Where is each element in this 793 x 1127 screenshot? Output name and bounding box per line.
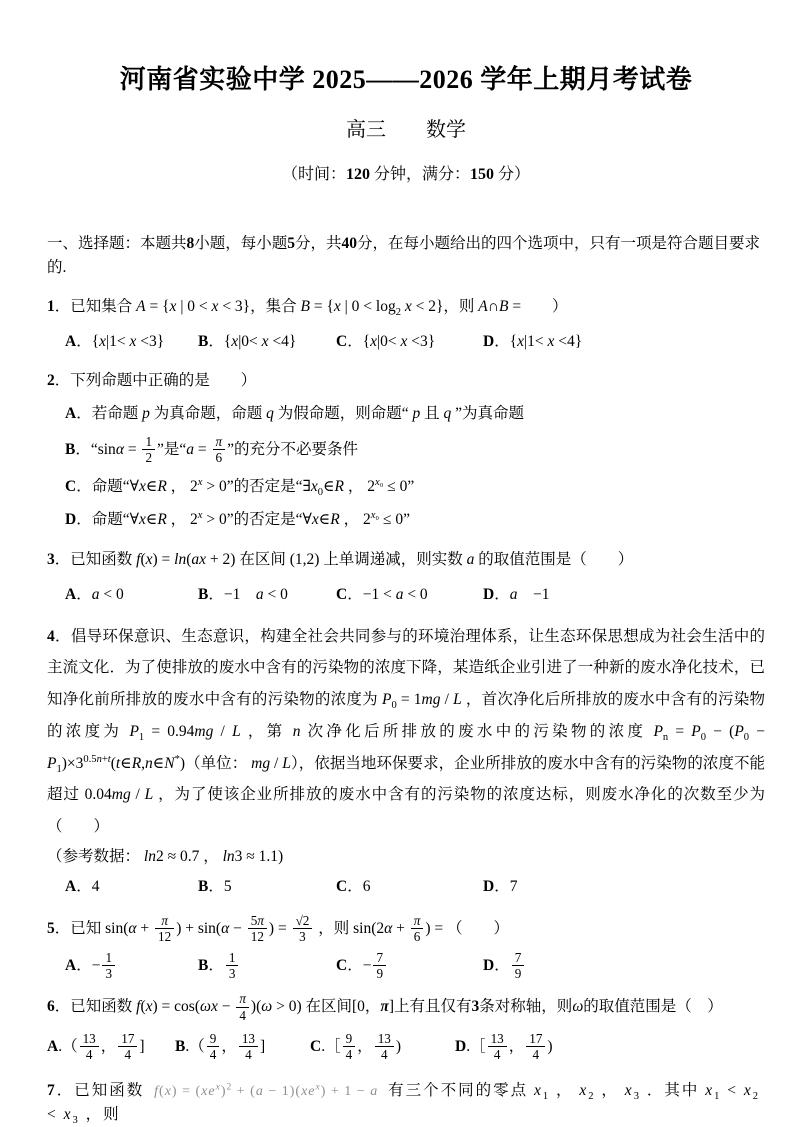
time-score-line: （时间：120 分钟，满分：150 分） bbox=[281, 166, 531, 184]
page-title: 河南省实验中学 2025——2026 学年上期月考试卷 bbox=[119, 65, 693, 94]
question-4 bbox=[47, 621, 765, 899]
question-4-option-c: C．6 bbox=[336, 877, 371, 895]
question-2-option-b: B．“sinα = $\frac{1}{2}$ ”是“a = $\frac{\pi}{6}$ ”的充分不必要条件 bbox=[65, 434, 359, 466]
question-6-option-d: D.［ $\frac{13}{4}$ ， $\frac{17}{4}$ ) bbox=[455, 1030, 553, 1062]
question-6 bbox=[47, 992, 765, 1063]
question-6-options bbox=[47, 1032, 765, 1063]
question-3-option-b: B．−1 a < 0 bbox=[198, 585, 288, 603]
question-6-option-b: B.（ $\frac{9}{4}$ ， $\frac{13}{4}$ ] bbox=[175, 1030, 266, 1062]
section-1-header: 一、选择题：本题共8小题，每小题5分，共40分，在每小题给出的四个选项中，只有一项是符合题目要求的. bbox=[47, 235, 761, 277]
question-1-option-a: A．{x|1< x <3} bbox=[65, 333, 165, 351]
question-4-options bbox=[47, 875, 765, 899]
question-1-options bbox=[47, 330, 765, 354]
question-3-option-c: C．−1 < a < 0 bbox=[336, 585, 428, 603]
question-3-option-d: D．a −1 bbox=[483, 585, 550, 603]
question-6-stem: 6．已知函数 f(x) = cos(ωx − $\frac{\pi}{4}$ )(ω > 0) 在区间[0，π]上有且仅有3条对称轴，则ω的取值范围是（ ） bbox=[47, 991, 723, 1023]
question-1-option-d: D．{x|1< x <4} bbox=[483, 333, 583, 351]
question-3-stem: 3．已知函数 f(x) = ln(ax + 2) 在区间 (1,2) 上单调递减，则实数 a 的取值范围是（ ） bbox=[47, 550, 634, 568]
question-5 bbox=[47, 914, 765, 983]
grade-subject-line: 高三 数学 bbox=[346, 119, 466, 142]
question-1-stem: 1．已知集合 A = {x | 0 < x < 3}，集合 B = {x | $0 < \log_2 x < 2$}，则 A∩B = ） bbox=[47, 298, 568, 319]
question-4-stem: 4．倡导环保意识、生态意识，构建全社会共同参与的环境治理体系，让生态环保思想成为社会生活中的主流文化．为了使排放的废水中含有的污染物的浓度下降，某造纸企业引进了一种新的废水净化技术，已知净化前所排放的废水中含有的污染物的浓度为 $P_0 = 1mg / L$ ，首次净化后所排放的废水中含有的污染物的浓度为 $P_1 = 0.94mg / L$ ，第 n 次净化后所排放的废水中的污染物的浓度 $P_n = P_0 - (P_0$ − $P_1)\times 3^{0.5n+t}(t\in R,n\in N^*)$（单位： mg / L），依据当地环保要求，企业所排放的废水中含有的污染物的浓度不能超过 0.04mg / L ，为了使该企业所排放的废水中含有的污染物的浓度达标，则废水净化的次数至少为（ ） bbox=[47, 627, 765, 836]
question-5-options bbox=[47, 951, 765, 982]
question-3-option-a: A．a < 0 bbox=[65, 585, 124, 603]
question-2-stem: 2．下列命题中正确的是 ） bbox=[47, 372, 257, 390]
question-1-option-c: C．{x|0< x <3} bbox=[336, 333, 436, 351]
question-4-option-d: D．7 bbox=[483, 877, 518, 895]
question-7-stem-suffix: 有三个不同的零点 $x_1$ ， $x_2$ ， $x_3$ ．其中 $x_1 < x_2 < x_3$ ，则 bbox=[47, 1082, 761, 1127]
question-2-option-d: D．命题“∀x∈R ， $2^x > 0$”的否定是“∀x∈R ， $2^{x_0} \le 0$” bbox=[65, 510, 410, 529]
question-5-option-b: B． $\frac{1}{3}$ bbox=[198, 951, 336, 982]
question-2-option-a: A．若命题 p 为真命题，命题 q 为假命题，则命题“ p 且 q ”为真命题 bbox=[65, 405, 525, 423]
question-1-option-b: B．{x|0< x <4} bbox=[198, 333, 297, 351]
question-7 bbox=[47, 1079, 765, 1127]
question-6-option-a: A.（ $\frac{13}{4}$ ， $\frac{17}{4}$ ] bbox=[47, 1030, 145, 1062]
question-6-option-c: C.［ $\frac{9}{4}$ ， $\frac{13}{4}$ ) bbox=[310, 1030, 402, 1062]
question-7-formula: $f(x) = (xe^x)^2 + (a - 1)(xe^x) + 1 - a$ bbox=[154, 1082, 379, 1100]
question-2 bbox=[47, 369, 765, 532]
question-5-stem: 5．已知 sin(α + $\frac{\pi}{12}$ ) + sin(α − $\frac{5\pi}{12}$ ) = $\frac{√2}{3}$ ，则 sin(2α + $\frac{\pi}{6}$ ) = （ ） bbox=[47, 912, 510, 945]
question-3-options bbox=[47, 583, 765, 607]
question-5-option-d: D． $\frac{7}{9}$ bbox=[483, 951, 765, 982]
question-5-option-c: C．− $\frac{7}{9}$ bbox=[336, 951, 483, 982]
question-3 bbox=[47, 548, 765, 607]
question-4-reference-data: （参考数据： ln2 ≈ 0.7 ， ln3 ≈ 1.1) bbox=[47, 847, 284, 865]
question-2-option-c: C．命题“∀x∈R ， $2^x > 0$”的否定是“$\exists x_0\in R$ ， $2^{x_0} \le 0$” bbox=[65, 477, 415, 499]
question-4-option-b: B．5 bbox=[198, 877, 232, 895]
question-5-option-a: A．− $\frac{1}{3}$ bbox=[65, 951, 198, 982]
question-7-stem-prefix: 7．已知函数 bbox=[47, 1082, 145, 1100]
question-1 bbox=[47, 295, 765, 354]
question-4-option-a: A．4 bbox=[65, 877, 100, 895]
